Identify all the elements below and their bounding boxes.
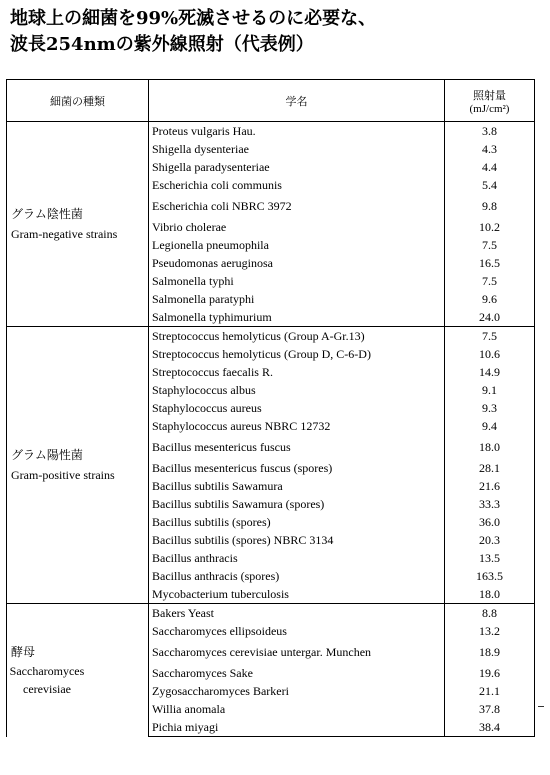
dose-value: 38.4 — [445, 718, 535, 737]
dose-value: 4.4 — [445, 158, 535, 176]
dose-value: 16.5 — [445, 254, 535, 272]
scientific-name: Saccharomyces ellipsoideus — [149, 622, 445, 640]
dose-value: 21.1 — [445, 682, 535, 700]
scientific-name: Streptococcus hemolyticus (Group D, C-6-D) — [149, 345, 445, 363]
dose-value: 19.6 — [445, 664, 535, 682]
group-name-jp: 酵母 — [11, 645, 36, 660]
scientific-name: Bacillus subtilis (spores) — [149, 513, 445, 531]
scientific-name: Shigella paradysenteriae — [149, 158, 445, 176]
dose-value: 9.6 — [445, 290, 535, 308]
group-cell — [7, 122, 149, 327]
title-line-1: 地球上の細菌を99%死滅させるのに必要な、 — [10, 8, 377, 29]
scientific-name: Legionella pneumophila — [149, 236, 445, 254]
header-name: 学名 — [149, 80, 445, 122]
scientific-name: Bacillus subtilis Sawamura (spores) — [149, 495, 445, 513]
dose-value: 24.0 — [445, 308, 535, 327]
scientific-name: Shigella dysenteriae — [149, 140, 445, 158]
scientific-name: Saccharomyces cerevisiae untergar. Munchen — [149, 640, 445, 664]
dose-value: 14.9 — [445, 363, 535, 381]
scientific-name: Bacillus anthracis (spores) — [149, 567, 445, 585]
scientific-name: Escherichia coli NBRC 3972 — [149, 194, 445, 218]
dose-value: 9.8 — [445, 194, 535, 218]
table-header-row — [7, 80, 535, 122]
dose-value: 8.8 — [445, 604, 535, 623]
group-name-en: Gram-positive strains — [11, 468, 115, 482]
group-cell — [7, 604, 149, 737]
scientific-name: Streptococcus faecalis R. — [149, 363, 445, 381]
dose-value: 33.3 — [445, 495, 535, 513]
dose-value: 13.2 — [445, 622, 535, 640]
header-dose-unit: (mJ/cm²) — [469, 102, 510, 115]
scientific-name: Streptococcus hemolyticus (Group A-Gr.13) — [149, 327, 445, 346]
edge-mark — [538, 706, 544, 707]
scientific-name: Mycobacterium tuberculosis — [149, 585, 445, 604]
scientific-name: Bacillus anthracis — [149, 549, 445, 567]
scientific-name: Pseudomonas aeruginosa — [149, 254, 445, 272]
dose-value: 10.6 — [445, 345, 535, 363]
group-cell — [7, 327, 149, 604]
table-row — [7, 327, 535, 346]
scientific-name: Proteus vulgaris Hau. — [149, 122, 445, 141]
dose-value: 13.5 — [445, 549, 535, 567]
dose-value: 18.0 — [445, 585, 535, 604]
scientific-name: Willia anomala — [149, 700, 445, 718]
uv-dose-table — [6, 79, 535, 737]
dose-value: 28.1 — [445, 459, 535, 477]
dose-value: 20.3 — [445, 531, 535, 549]
group-name-en: Gram-negative strains — [11, 227, 118, 241]
title-line-2: 波長254nmの紫外線照射（代表例） — [10, 34, 314, 55]
scientific-name: Bacillus subtilis Sawamura — [149, 477, 445, 495]
dose-value: 10.2 — [445, 218, 535, 236]
scientific-name: Staphylococcus albus — [149, 381, 445, 399]
dose-value: 3.8 — [445, 122, 535, 141]
dose-value: 9.1 — [445, 381, 535, 399]
scientific-name: Pichia miyagi — [149, 718, 445, 737]
dose-value: 5.4 — [445, 176, 535, 194]
scientific-name: Bacillus mesentericus fuscus (spores) — [149, 459, 445, 477]
table-row — [7, 604, 535, 623]
group-name-jp: グラム陰性菌 — [11, 207, 83, 221]
dose-value: 4.3 — [445, 140, 535, 158]
dose-value: 18.9 — [445, 640, 535, 664]
scientific-name: Bacillus mesentericus fuscus — [149, 435, 445, 459]
scientific-name: Bacillus subtilis (spores) NBRC 3134 — [149, 531, 445, 549]
dose-value: 18.0 — [445, 435, 535, 459]
dose-value: 21.6 — [445, 477, 535, 495]
scientific-name: Staphylococcus aureus — [149, 399, 445, 417]
dose-value: 7.5 — [445, 327, 535, 346]
scientific-name: Salmonella typhi — [149, 272, 445, 290]
table-body — [7, 122, 535, 737]
dose-value: 7.5 — [445, 272, 535, 290]
table-row — [7, 122, 535, 141]
header-dose-label: 照射量 — [473, 88, 506, 102]
scientific-name: Saccharomyces Sake — [149, 664, 445, 682]
dose-value: 9.3 — [445, 399, 535, 417]
scientific-name: Zygosaccharomyces Barkeri — [149, 682, 445, 700]
dose-value: 36.0 — [445, 513, 535, 531]
header-dose — [445, 80, 535, 122]
group-name-jp: グラム陽性菌 — [11, 448, 83, 462]
scientific-name: Staphylococcus aureus NBRC 12732 — [149, 417, 445, 435]
scientific-name: Bakers Yeast — [149, 604, 445, 623]
header-group: 細菌の種類 — [7, 80, 149, 122]
dose-value: 163.5 — [445, 567, 535, 585]
scientific-name: Vibrio cholerae — [149, 218, 445, 236]
dose-value: 7.5 — [445, 236, 535, 254]
scientific-name: Escherichia coli communis — [149, 176, 445, 194]
page-title — [10, 6, 540, 58]
dose-value: 37.8 — [445, 700, 535, 718]
scientific-name: Salmonella paratyphi — [149, 290, 445, 308]
dose-value: 9.4 — [445, 417, 535, 435]
group-name-en: Saccharomyces cerevisiae — [9, 664, 85, 697]
scientific-name: Salmonella typhimurium — [149, 308, 445, 327]
